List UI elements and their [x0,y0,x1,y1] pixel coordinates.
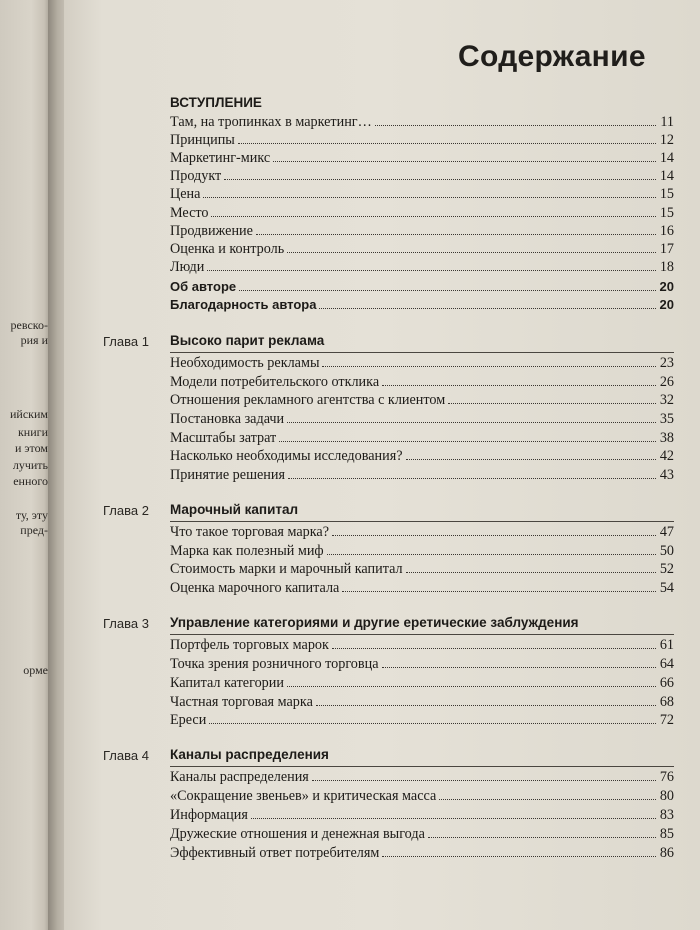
left-text-fragment: книги [17,425,48,439]
left-page [0,0,52,930]
left-text-fragment: пред- [20,523,48,537]
chapter-label: Глава 2 [103,503,149,518]
toc-entry: Частная торговая марка 68 [170,694,674,710]
toc-entry: Принятие решения 43 [170,467,674,483]
toc-entry: Продвижение 16 [170,223,674,239]
chapter-title: Каналы распределения [170,747,329,762]
chapter-title: Высоко парит реклама [170,333,325,348]
chapter-label: Глава 3 [103,616,149,631]
toc-entry: Оценка марочного капитала 54 [170,580,674,596]
toc-entry: Марка как полезный миф 50 [170,543,674,559]
toc-entry: Принципы 12 [170,132,674,148]
toc-entry-about-author: Об авторе 20 [170,279,674,294]
toc-entry: Точка зрения розничного торговца 64 [170,656,674,672]
toc-entry: Постановка задачи 35 [170,411,674,427]
chapter-title: Марочный капитал [170,502,299,517]
toc-entry: Дружеские отношения и денежная выгода 85 [170,826,674,842]
toc-entry: Что такое торговая марка? 47 [170,524,674,540]
toc-entry: Продукт 14 [170,168,674,184]
toc-entry: Насколько необходимы исследования? 42 [170,448,674,464]
toc-entry: Стоимость марки и марочный капитал 52 [170,561,674,577]
left-text-fragment: лучить [12,458,48,472]
chapter-rule [170,352,674,353]
toc-entry: Необходимость рекламы 23 [170,355,674,371]
left-text-fragment: ревско- [10,318,48,332]
toc-entry: Портфель торговых марок 61 [170,637,674,653]
chapter-rule [170,634,674,635]
left-text-fragment: ту, эту [15,508,48,522]
toc-entry: Информация 83 [170,807,674,823]
toc-entry: Люди 18 [170,259,674,275]
chapter-rule [170,521,674,522]
page-title: Содержание [458,40,646,73]
left-text-fragment: ийским [9,407,48,421]
toc-entry: Место 15 [170,205,674,221]
chapter-rule [170,766,674,767]
chapter-title: Управление категориями и другие еретические заблуждения [170,615,579,630]
chapter-label: Глава 1 [103,334,149,349]
toc-entry: Отношения рекламного агентства с клиентом 32 [170,392,674,408]
toc-entry: Там, на тропинках в маркетинг… 11 [170,114,674,130]
toc-entry: Каналы распределения 76 [170,769,674,785]
toc-entry: Цена 15 [170,186,674,202]
toc-entry: Маркетинг-микс 14 [170,150,674,166]
toc-entry: Ереси 72 [170,712,674,728]
left-text-fragment: рия и [20,333,48,347]
chapter-label: Глава 4 [103,748,149,763]
toc-entry: Капитал категории 66 [170,675,674,691]
toc-entry: Эффективный ответ потребителям 86 [170,845,674,861]
left-text-fragment: енного [13,474,48,488]
toc-entry: Модели потребительского отклика 26 [170,374,674,390]
toc-entry: Оценка и контроль 17 [170,241,674,257]
toc-entry-acknowledgements: Благодарность автора 20 [170,297,674,312]
left-text-fragment: орме [23,663,48,677]
left-text-fragment: и этом [14,441,48,455]
toc-entry: «Сокращение звеньев» и критическая масса 80 [170,788,674,804]
toc-entry: Масштабы затрат 38 [170,430,674,446]
intro-heading: ВСТУПЛЕНИЕ [170,95,262,110]
